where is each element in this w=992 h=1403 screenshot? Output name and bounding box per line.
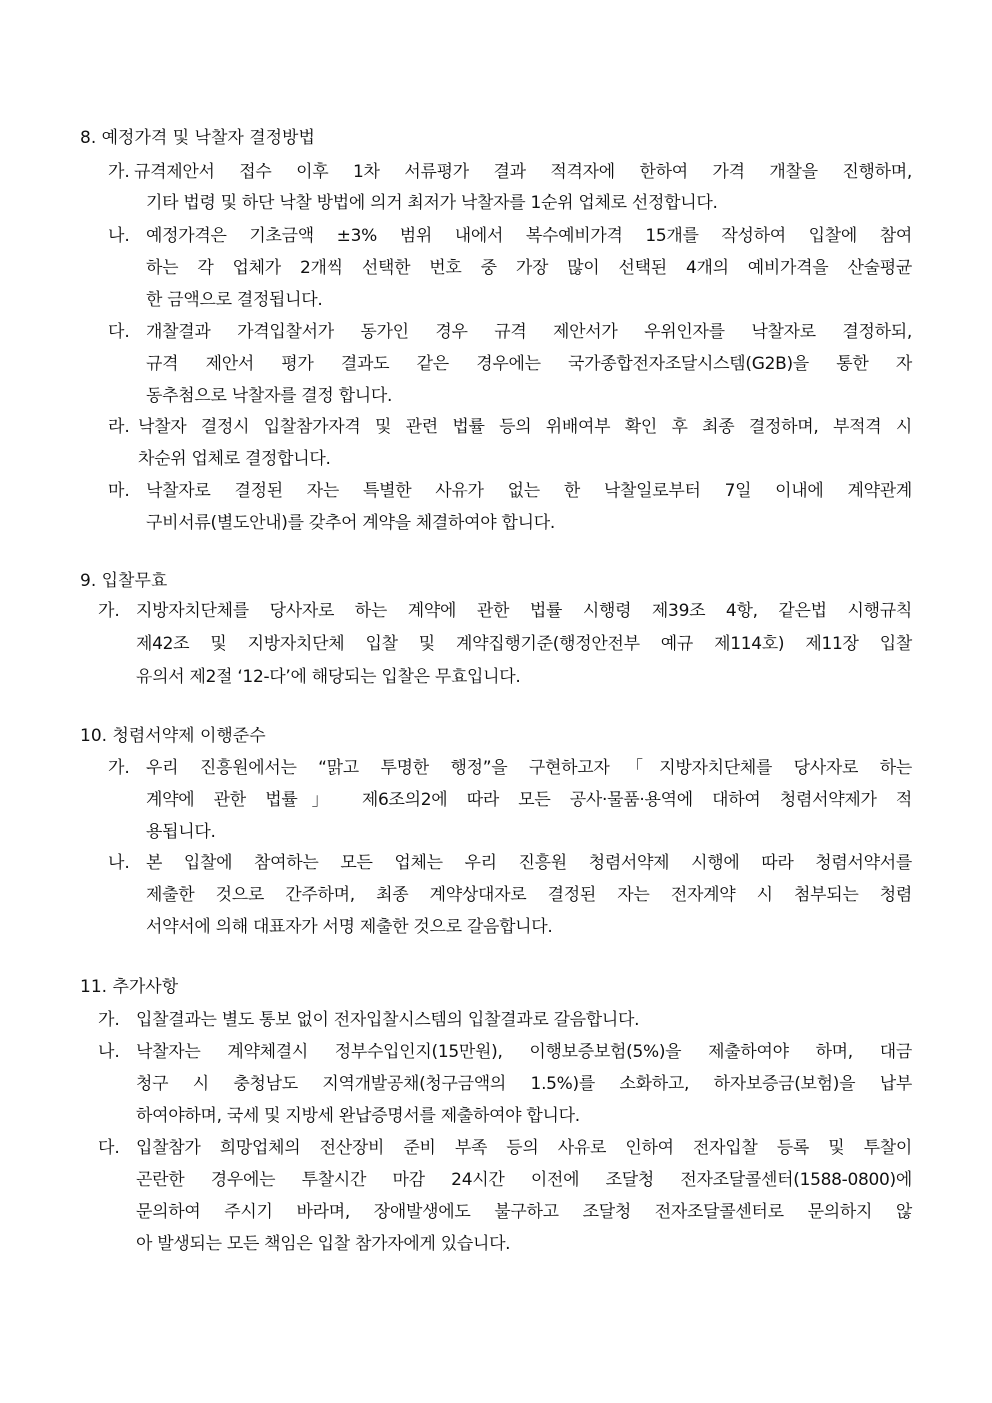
section-11-item-a xyxy=(98,1009,912,1035)
item-line: 규격 제안서 평가 결과도 같은 경우에는 국가종합전자조달시스템(G2B)을 통한 자 xyxy=(146,354,912,374)
item-line: 낙찰자 결정시 입찰참가자격 및 관련 법률 등의 위배여부 확인 후 최종 결정하며, 부적격 시 xyxy=(138,417,912,437)
item-line: 본 입찰에 참여하는 모든 업체는 우리 진흥원 청렴서약제 시행에 따라 청렴서약서를 xyxy=(146,853,912,873)
section-10-item-b xyxy=(108,852,912,942)
section-8-heading: 8. 예정가격 및 낙찰자 결정방법 xyxy=(80,128,315,148)
item-line: 기타 법령 및 하단 낙찰 방법에 의거 최저가 낙찰자를 1순위 업체로 선정합니다. xyxy=(146,193,718,213)
item-line: 예정가격은 기초금액 ±3% 범위 내에서 복수예비가격 15개를 작성하여 입찰에 참여 xyxy=(146,226,912,246)
item-line: 제출한 것으로 간주하며, 최종 계약상대자로 결정된 자는 전자계약 시 첨부되는 청렴 xyxy=(146,885,912,905)
item-line: 유의서 제2절 ‘12-다’에 해당되는 입찰은 무효입니다. xyxy=(136,667,521,687)
item-marker: 다. xyxy=(108,322,130,342)
section-11-heading: 11. 추가사항 xyxy=(80,977,179,997)
item-marker: 나. xyxy=(108,226,130,246)
item-line: 서약서에 의해 대표자가 서명 제출한 것으로 갈음합니다. xyxy=(146,917,553,937)
item-line: 동추첨으로 낙찰자를 결정 합니다. xyxy=(146,386,393,406)
section-11-item-c xyxy=(98,1137,912,1259)
item-marker: 가. xyxy=(98,601,120,621)
item-line: 하여야하며, 국세 및 지방세 완납증명서를 제출하여야 합니다. xyxy=(136,1106,580,1126)
item-line: 한 금액으로 결정됩니다. xyxy=(146,290,323,310)
section-11-item-b xyxy=(98,1041,912,1131)
item-line: 입찰참가 희망업체의 전산장비 준비 부족 등의 사유로 인하여 전자입찰 등록 및 투찰이 xyxy=(136,1138,912,1158)
item-line: 하는 각 업체가 2개씩 선택한 번호 중 가장 많이 선택된 4개의 예비가격을 산술평균 xyxy=(146,258,912,278)
section-9-heading: 9. 입찰무효 xyxy=(80,571,168,591)
section-9-item-a xyxy=(98,600,912,690)
section-8-item-e xyxy=(108,480,912,536)
item-line: 지방자치단체를 당사자로 하는 계약에 관한 법률 시행령 제39조 4항, 같은법 시행규칙 xyxy=(136,601,912,621)
item-line: 규격제안서 접수 이후 1차 서류평가 결과 적격자에 한하여 가격 개찰을 진행하며, xyxy=(134,162,912,182)
item-line: 용됩니다. xyxy=(146,822,216,842)
item-line: 차순위 업체로 결정합니다. xyxy=(138,449,331,469)
item-line: 개찰결과 가격입찰서가 동가인 경우 규격 제안서가 우위인자를 낙찰자로 결정하되, xyxy=(146,322,912,342)
section-10-item-a xyxy=(108,757,912,847)
item-line: 문의하여 주시기 바라며, 장애발생에도 불구하고 조달청 전자조달콜센터로 문의하지 않 xyxy=(136,1202,912,1222)
section-8-item-a xyxy=(108,161,912,217)
item-marker: 나. xyxy=(98,1042,120,1062)
section-8-item-c xyxy=(108,321,912,411)
item-marker: 가. xyxy=(108,162,130,182)
item-marker: 마. xyxy=(108,481,130,501)
item-marker: 가. xyxy=(108,758,130,778)
item-line: 계약에 관한 법률」 제6조의2에 따라 모든 공사·물품·용역에 대하여 청렴서약제가 적 xyxy=(146,790,912,810)
item-line: 입찰결과는 별도 통보 없이 전자입찰시스템의 입찰결과로 갈음합니다. xyxy=(136,1010,640,1030)
section-8-item-d xyxy=(108,416,912,472)
item-marker: 다. xyxy=(98,1138,120,1158)
item-line: 제42조 및 지방자치단체 입찰 및 계약집행기준(행정안전부 예규 제114호) 제11장 입찰 xyxy=(136,634,912,654)
item-line: 아 발생되는 모든 책임은 입찰 참가자에게 있습니다. xyxy=(136,1234,511,1254)
section-10-heading: 10. 청렴서약제 이행준수 xyxy=(80,726,266,746)
item-line: 곤란한 경우에는 투찰시간 마감 24시간 이전에 조달청 전자조달콜센터(1588-0800)에 xyxy=(136,1170,912,1190)
item-marker: 가. xyxy=(98,1010,120,1030)
item-marker: 나. xyxy=(108,853,130,873)
item-line: 청구 시 충청남도 지역개발공채(청구금액의 1.5%)를 소화하고, 하자보증금(보험)을 납부 xyxy=(136,1074,912,1094)
section-8-item-b xyxy=(108,225,912,315)
item-line: 낙찰자로 결정된 자는 특별한 사유가 없는 한 낙찰일로부터 7일 이내에 계약관계 xyxy=(146,481,912,501)
item-line: 우리 진흥원에서는 “맑고 투명한 행정”을 구현하고자「지방자치단체를 당사자로 하는 xyxy=(146,758,912,778)
item-line: 구비서류(별도안내)를 갖추어 계약을 체결하여야 합니다. xyxy=(146,513,555,533)
item-line: 낙찰자는 계약체결시 정부수입인지(15만원), 이행보증보험(5%)을 제출하여야 하며, 대금 xyxy=(136,1042,912,1062)
item-marker: 라. xyxy=(108,417,130,437)
